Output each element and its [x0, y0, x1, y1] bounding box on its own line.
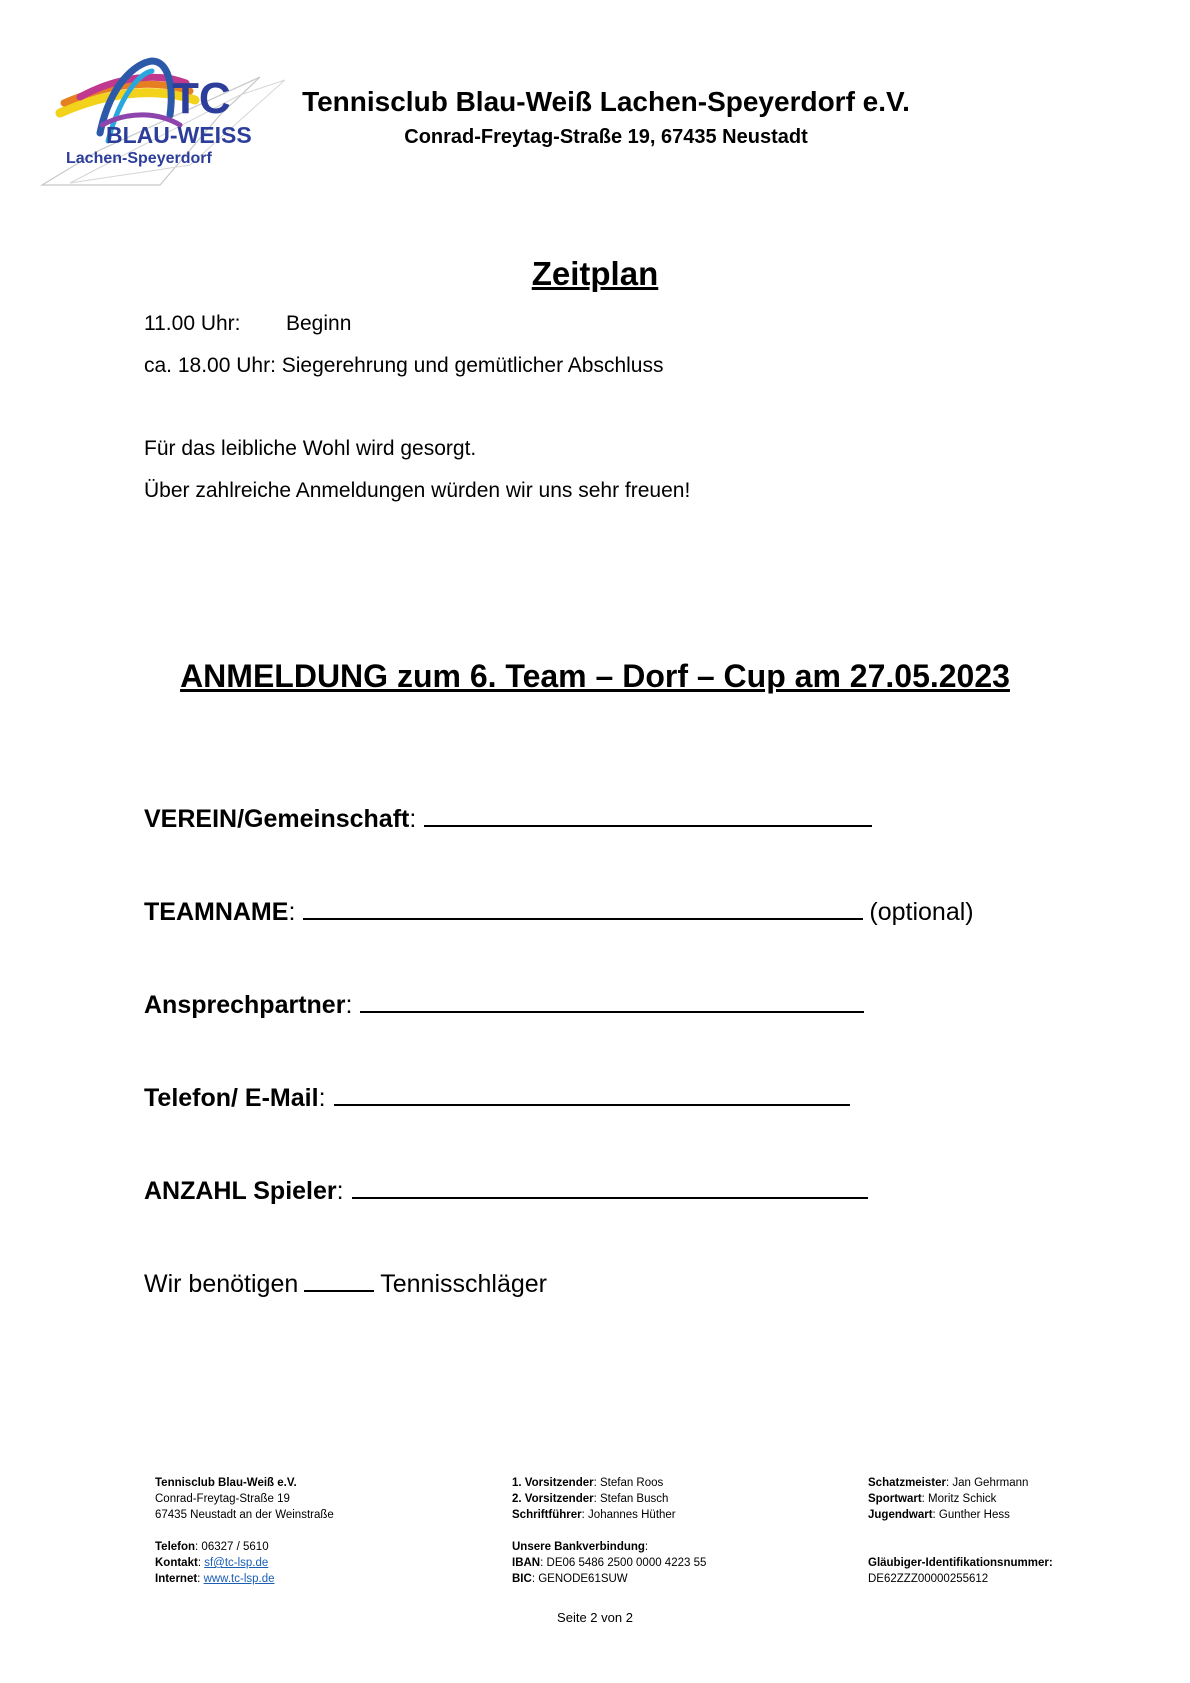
footer-bank-label: Unsere Bankverbindung [512, 1541, 645, 1553]
footer-column-board [512, 1475, 706, 1587]
club-name: Tennisclub Blau-Weiß Lachen-Speyerdorf e.V. [302, 86, 910, 117]
schedule-item [144, 312, 351, 336]
footer-bank-sep: : [644, 1541, 649, 1553]
schedule-text: Siegerehrung und gemütlicher Abschluss [281, 354, 664, 377]
racket-request [144, 1268, 547, 1299]
footer-column-club [155, 1475, 334, 1587]
footer-city: 67435 Neustadt an der Weinstraße [155, 1509, 334, 1521]
field-separator: : [345, 991, 353, 1019]
note-registrations: Über zahlreiche Anmeldungen würden wir uns sehr freuen! [144, 479, 691, 502]
logo-text-blau-weiss: BLAU-WEISS [106, 122, 252, 148]
zeitplan-title: Zeitplan [531, 255, 659, 292]
footer-secretary-label: Schriftführer [512, 1509, 582, 1521]
footer-website-link[interactable]: www.tc-lsp.de [203, 1573, 275, 1585]
schedule-time: 11.00 Uhr: [144, 312, 241, 335]
footer-phone-label: Telefon [155, 1541, 196, 1553]
footer-column-officers [868, 1475, 1053, 1587]
footer-chair2-label: 2. Vorsitzender [512, 1493, 594, 1505]
field-anzahl-spieler [144, 1175, 868, 1206]
field-separator: : [288, 898, 296, 926]
page-number: Seite 2 von 2 [557, 1610, 633, 1625]
field-separator: : [409, 805, 417, 833]
club-logo [40, 55, 285, 190]
logo-text-lachen-speyerdorf: Lachen-Speyerdorf [66, 150, 212, 167]
footer-chair2: : Stefan Busch [593, 1493, 669, 1505]
ansprechpartner-input-line[interactable] [360, 989, 864, 1013]
field-separator: : [318, 1084, 326, 1112]
footer-creditor-id: DE62ZZZ00000255612 [868, 1573, 989, 1585]
field-label: TEAMNAME [144, 898, 289, 926]
footer-bic-label: BIC [512, 1573, 532, 1585]
footer-internet-label: Internet [155, 1573, 198, 1585]
registration-title: ANMELDUNG zum 6. Team – Dorf – Cup am 27.05.2023 [180, 658, 1010, 694]
footer-youth: : Gunther Hess [932, 1509, 1010, 1521]
footer-internet-sep: : [197, 1573, 204, 1585]
schedule-item [144, 354, 663, 378]
footer-secretary: : Johannes Hüther [581, 1509, 676, 1521]
footer-contact-label: Kontakt [155, 1557, 198, 1569]
footer-chair1-label: 1. Vorsitzender [512, 1477, 594, 1489]
field-teamname [144, 896, 974, 927]
footer-iban-label: IBAN [512, 1557, 541, 1569]
footer-email-link[interactable]: sf@tc-lsp.de [204, 1557, 269, 1569]
footer-iban: : DE06 5486 2500 0000 4223 55 [540, 1557, 707, 1569]
field-label: Ansprechpartner [144, 991, 346, 1019]
footer-youth-label: Jugendwart [868, 1509, 933, 1521]
footer-treasurer-label: Schatzmeister [868, 1477, 946, 1489]
footer-contact-sep: : [197, 1557, 205, 1569]
footer-street: Conrad-Freytag-Straße 19 [155, 1493, 290, 1505]
schedule-time: ca. 18.00 Uhr: [144, 354, 276, 377]
field-verein [144, 803, 872, 834]
schedule-text: Beginn [286, 312, 352, 335]
verein-input-line[interactable] [424, 803, 872, 827]
field-ansprechpartner [144, 989, 864, 1020]
racket-count-input-line[interactable] [304, 1268, 374, 1292]
club-address: Conrad-Freytag-Straße 19, 67435 Neustadt [404, 126, 808, 148]
racket-suffix: Tennisschläger [380, 1270, 548, 1298]
note-catering: Für das leibliche Wohl wird gesorgt. [144, 437, 477, 460]
footer-sport: : Moritz Schick [921, 1493, 997, 1505]
field-label: Telefon/ E-Mail [144, 1084, 319, 1112]
footer-chair1: : Stefan Roos [593, 1477, 664, 1489]
anzahl-spieler-input-line[interactable] [352, 1175, 868, 1199]
telefon-email-input-line[interactable] [334, 1082, 850, 1106]
footer-club-name: Tennisclub Blau-Weiß e.V. [155, 1477, 297, 1489]
field-separator: : [336, 1177, 344, 1205]
footer-bic: : GENODE61SUW [531, 1573, 628, 1585]
footer-phone: : 06327 / 5610 [195, 1541, 269, 1553]
field-label: VEREIN/Gemeinschaft [144, 805, 410, 833]
field-label: ANZAHL Spieler [144, 1177, 337, 1205]
racket-prefix: Wir benötigen [144, 1270, 299, 1298]
footer-creditor-label: Gläubiger-Identifikationsnummer: [868, 1557, 1053, 1569]
footer-sport-label: Sportwart [868, 1493, 922, 1505]
footer-treasurer: : Jan Gehrmann [945, 1477, 1029, 1489]
optional-hint: (optional) [869, 898, 974, 926]
logo-text-tc: TC [172, 74, 231, 123]
field-telefon-email [144, 1082, 850, 1113]
teamname-input-line[interactable] [303, 896, 863, 920]
